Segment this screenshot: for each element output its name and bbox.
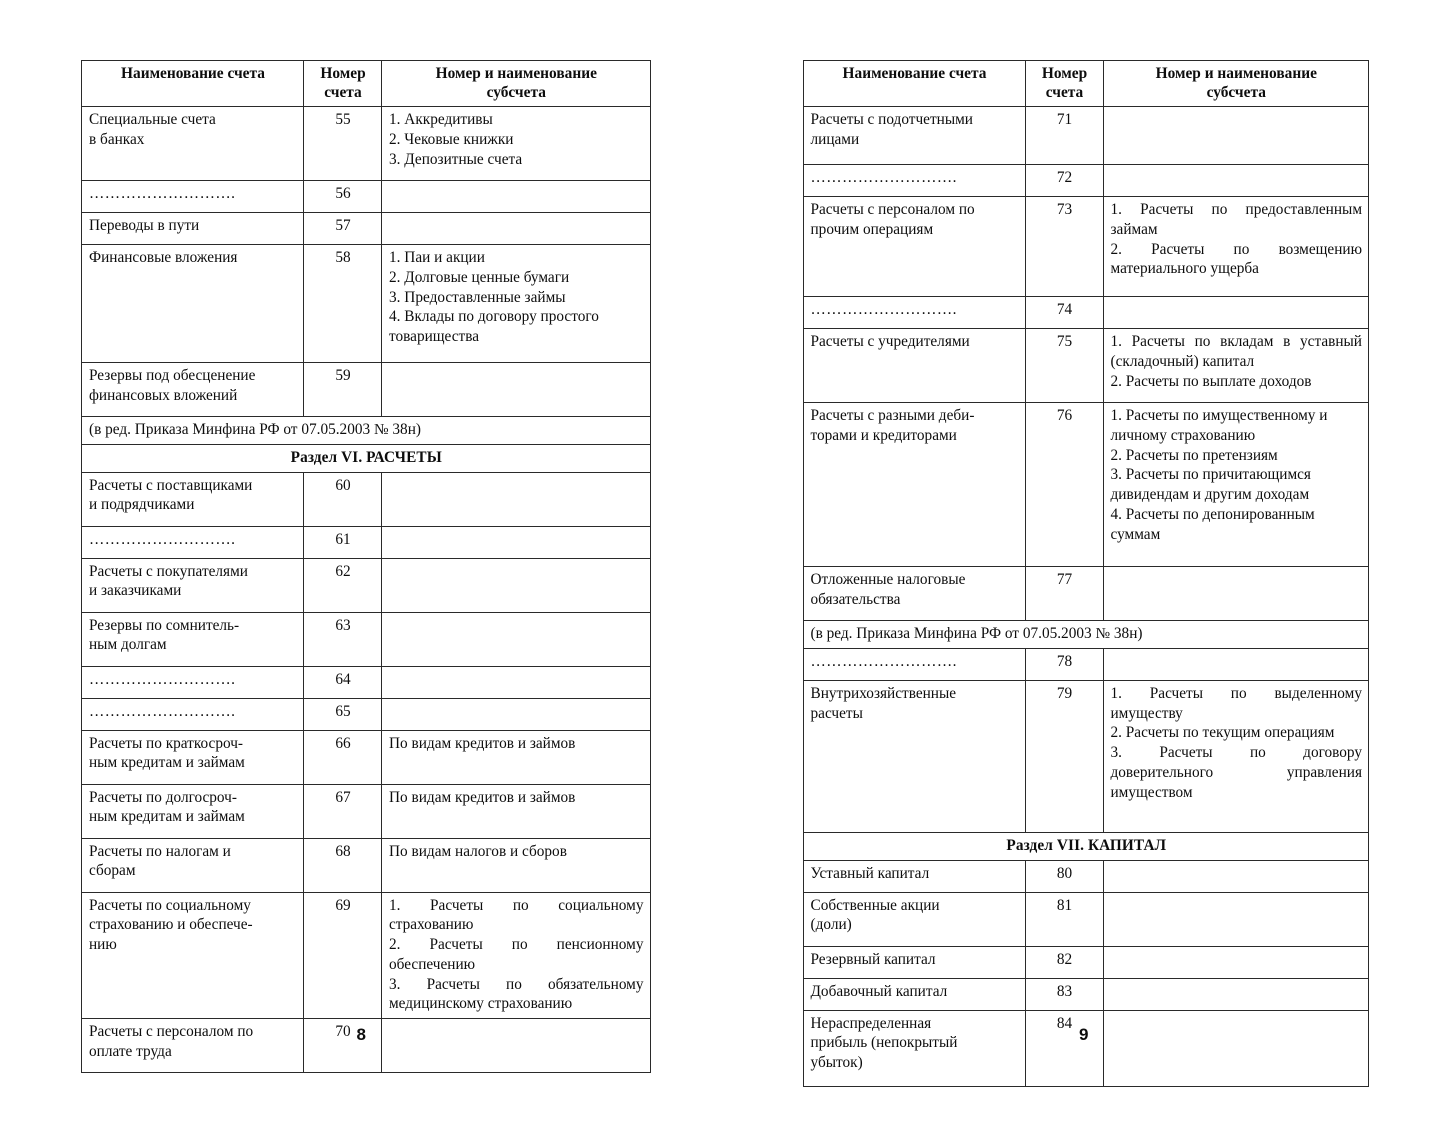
placeholder-dots: ………………………. bbox=[82, 698, 304, 730]
column-header-account-number-line1: Номер bbox=[1041, 65, 1088, 82]
account-name-line: Резервный капитал bbox=[810, 950, 936, 968]
account-name bbox=[803, 860, 1025, 892]
subaccount-item: 4. Вклады по договору простого товарищества bbox=[389, 308, 599, 346]
account-row bbox=[82, 363, 651, 417]
subaccount-item: По видам налогов и сборов bbox=[389, 842, 567, 860]
account-name-line: Резервы под обесценение bbox=[89, 367, 256, 385]
column-header-subaccount-line1: Номер и наименование bbox=[435, 65, 597, 82]
account-number: 66 bbox=[304, 730, 382, 784]
column-header-account-number-line1: Номер bbox=[320, 65, 366, 82]
account-number: 73 bbox=[1025, 197, 1103, 297]
account-name bbox=[803, 567, 1025, 621]
subaccount-list bbox=[382, 784, 651, 838]
subaccount-item: 4. Расчеты по депонированным суммам bbox=[1110, 505, 1315, 543]
subaccount-item: 2. Расчеты по пенсионному обеспечению bbox=[389, 936, 644, 973]
subaccount-item: 2. Чековые книжки bbox=[389, 130, 514, 148]
column-header-account-number bbox=[1025, 61, 1103, 107]
column-header-account-number bbox=[304, 61, 382, 107]
subaccount-list bbox=[382, 472, 651, 526]
account-number: 84 bbox=[1025, 1010, 1103, 1086]
account-number: 69 bbox=[304, 892, 382, 1018]
subaccount-item: 1. Расчеты по вкладам в уставный (складочный) капитал bbox=[1110, 333, 1362, 370]
account-name-line: Резервы по сомнитель- bbox=[89, 616, 240, 634]
account-number: 57 bbox=[304, 213, 382, 245]
subaccount-item: 3. Расчеты по обязательному медицинскому страхованию bbox=[389, 975, 644, 1013]
account-name-line: Расчеты по социальному bbox=[89, 896, 251, 914]
subaccount-item: 3. Расчеты по договору доверительного управления имуществом bbox=[1110, 744, 1362, 801]
subaccount-list bbox=[382, 612, 651, 666]
account-name-line: прибыль (непокрытый bbox=[810, 1034, 958, 1052]
table-body bbox=[82, 107, 651, 1073]
placeholder-dots: ………………………. bbox=[82, 526, 304, 558]
account-name-line: финансовых вложений bbox=[89, 386, 238, 404]
section-header: Раздел VI. РАСЧЕТЫ bbox=[82, 444, 651, 472]
account-name-line: (доли) bbox=[810, 916, 852, 934]
section-header-row bbox=[803, 832, 1369, 860]
account-row bbox=[82, 558, 651, 612]
subaccount-item: 1. Аккредитивы bbox=[389, 111, 493, 129]
subaccount-list bbox=[382, 730, 651, 784]
subaccount-list bbox=[1103, 892, 1369, 946]
subaccount-list bbox=[1103, 860, 1369, 892]
account-name-line: Расчеты с персоналом по bbox=[89, 1022, 254, 1040]
subaccount-list bbox=[1103, 567, 1369, 621]
account-number: 60 bbox=[304, 472, 382, 526]
subaccount-item: 2. Расчеты по возмещению материального ущерба bbox=[1110, 240, 1362, 278]
account-name-line: и подрядчиками bbox=[89, 496, 195, 514]
account-name-line: Расчеты по налогам и bbox=[89, 842, 231, 860]
account-row bbox=[82, 245, 651, 363]
account-name bbox=[82, 245, 304, 363]
account-name bbox=[82, 784, 304, 838]
subaccount-list bbox=[1103, 197, 1369, 297]
subaccount-list bbox=[382, 892, 651, 1018]
subaccount-item: 1. Расчеты по имущественному и личному страхованию bbox=[1110, 407, 1328, 444]
subaccount-item: 2. Расчеты по претензиям bbox=[1110, 446, 1278, 464]
amendment-note: (в ред. Приказа Минфина РФ от 07.05.2003 № 38н) bbox=[82, 417, 651, 445]
subaccount-list bbox=[1103, 107, 1369, 165]
subaccount-list bbox=[1103, 329, 1369, 403]
placeholder-dots: ………………………. bbox=[803, 297, 1025, 329]
account-name-line: Переводы в пути bbox=[89, 217, 200, 235]
column-header-account-number-line2: счета bbox=[1045, 84, 1084, 102]
subaccount-list bbox=[382, 107, 651, 181]
account-number: 79 bbox=[1025, 680, 1103, 832]
table-header bbox=[82, 61, 651, 107]
account-row bbox=[803, 1010, 1369, 1086]
subaccount-list bbox=[1103, 1010, 1369, 1086]
placeholder-row bbox=[803, 297, 1369, 329]
account-name-line: Отложенные налоговые bbox=[810, 571, 966, 589]
account-name-line: оплате труда bbox=[89, 1042, 172, 1060]
placeholder-row bbox=[82, 526, 651, 558]
subaccount-item: 2. Расчеты по текущим операциям bbox=[1110, 724, 1335, 742]
account-name-line: Расчеты с подотчетными bbox=[810, 111, 973, 129]
account-row bbox=[803, 892, 1369, 946]
account-row bbox=[803, 329, 1369, 403]
chart-of-accounts-table-right bbox=[803, 60, 1370, 1087]
account-row bbox=[82, 472, 651, 526]
account-name bbox=[803, 892, 1025, 946]
subaccount-list bbox=[1103, 297, 1369, 329]
subaccount-list bbox=[1103, 165, 1369, 197]
account-name-line: Расчеты с разными деби- bbox=[810, 407, 975, 425]
account-row bbox=[82, 892, 651, 1018]
account-name-line: лицами bbox=[810, 130, 860, 148]
column-header-subaccount-line1: Номер и наименование bbox=[1155, 65, 1317, 82]
account-name bbox=[803, 403, 1025, 567]
account-number: 77 bbox=[1025, 567, 1103, 621]
account-number: 75 bbox=[1025, 329, 1103, 403]
account-name-line: в банках bbox=[89, 130, 145, 148]
placeholder-dots: ………………………. bbox=[82, 666, 304, 698]
placeholder-row bbox=[82, 698, 651, 730]
amendment-note: (в ред. Приказа Минфина РФ от 07.05.2003 № 38н) bbox=[803, 621, 1369, 649]
account-name bbox=[82, 363, 304, 417]
subaccount-list bbox=[382, 698, 651, 730]
subaccount-item: 3. Расчеты по причитающимся дивидендам и другим доходам bbox=[1110, 466, 1311, 504]
account-number: 68 bbox=[304, 838, 382, 892]
account-row bbox=[803, 197, 1369, 297]
account-number: 58 bbox=[304, 245, 382, 363]
subaccount-item: 1. Расчеты по социальному страхованию bbox=[389, 896, 644, 934]
table-header-row bbox=[82, 61, 651, 107]
account-number: 83 bbox=[1025, 978, 1103, 1010]
column-header-subaccount bbox=[1103, 61, 1369, 107]
subaccount-list bbox=[382, 245, 651, 363]
section-header: Раздел VII. КАПИТАЛ bbox=[803, 832, 1369, 860]
account-number: 81 bbox=[1025, 892, 1103, 946]
account-name-line: обязательства bbox=[810, 590, 901, 608]
account-number: 71 bbox=[1025, 107, 1103, 165]
chart-of-accounts-table-left bbox=[81, 60, 651, 1073]
account-number: 78 bbox=[1025, 648, 1103, 680]
account-name-line: Расчеты с учредителями bbox=[810, 333, 970, 351]
account-name-line: Расчеты по долгосроч- bbox=[89, 788, 237, 806]
subaccount-list bbox=[1103, 946, 1369, 978]
column-header-subaccount bbox=[382, 61, 651, 107]
placeholder-row bbox=[803, 648, 1369, 680]
account-name-line: Собственные акции bbox=[810, 896, 940, 914]
account-name bbox=[82, 213, 304, 245]
account-name-line: ным долгам bbox=[89, 636, 167, 654]
account-row bbox=[82, 107, 651, 181]
column-header-account-number-line2: счета bbox=[324, 84, 362, 102]
account-name bbox=[82, 730, 304, 784]
account-name-line: расчеты bbox=[810, 704, 863, 722]
account-name bbox=[803, 107, 1025, 165]
subaccount-item: 2. Долговые ценные бумаги bbox=[389, 268, 570, 286]
account-row bbox=[82, 730, 651, 784]
subaccount-list bbox=[382, 213, 651, 245]
account-name-line: Расчеты с поставщиками bbox=[89, 476, 253, 494]
account-name-line: Расчеты по краткосроч- bbox=[89, 734, 244, 752]
account-row bbox=[803, 978, 1369, 1010]
account-name bbox=[803, 329, 1025, 403]
subaccount-list bbox=[1103, 978, 1369, 1010]
subaccount-item: 1. Расчеты по предоставленным займам bbox=[1110, 201, 1362, 238]
subaccount-list bbox=[382, 181, 651, 213]
account-row bbox=[803, 107, 1369, 165]
subaccount-list bbox=[382, 363, 651, 417]
subaccount-item: 3. Предоставленные займы bbox=[389, 288, 566, 306]
account-number: 61 bbox=[304, 526, 382, 558]
account-number: 72 bbox=[1025, 165, 1103, 197]
account-number: 74 bbox=[1025, 297, 1103, 329]
account-name bbox=[82, 838, 304, 892]
column-header-subaccount-line2: субсчета bbox=[486, 84, 546, 102]
account-name bbox=[803, 1010, 1025, 1086]
amendment-note-row bbox=[803, 621, 1369, 649]
account-name-line: страхованию и обеспече- bbox=[89, 916, 253, 934]
account-name-line: Расчеты с покупателями bbox=[89, 562, 248, 580]
account-row bbox=[82, 838, 651, 892]
subaccount-list bbox=[382, 838, 651, 892]
page-number-left: 8 bbox=[356, 1025, 366, 1044]
account-row bbox=[803, 860, 1369, 892]
account-number: 76 bbox=[1025, 403, 1103, 567]
column-header-subaccount-line2: субсчета bbox=[1206, 84, 1266, 102]
account-name-line: Добавочный капитал bbox=[810, 982, 948, 1000]
account-name bbox=[803, 946, 1025, 978]
column-header-account-name: Наименование счета bbox=[803, 61, 1025, 107]
account-number: 59 bbox=[304, 363, 382, 417]
account-name bbox=[803, 978, 1025, 1010]
account-name bbox=[82, 472, 304, 526]
page-number-right: 9 bbox=[1079, 1025, 1089, 1044]
account-number: 63 bbox=[304, 612, 382, 666]
account-name bbox=[82, 612, 304, 666]
account-name bbox=[803, 197, 1025, 297]
account-name-line: торами и кредиторами bbox=[810, 426, 957, 444]
account-number: 55 bbox=[304, 107, 382, 181]
subaccount-item: 2. Расчеты по выплате доходов bbox=[1110, 372, 1312, 390]
placeholder-dots: ………………………. bbox=[803, 648, 1025, 680]
account-name-line: ным кредитам и займам bbox=[89, 808, 245, 826]
subaccount-list bbox=[1103, 648, 1369, 680]
placeholder-row bbox=[82, 666, 651, 698]
account-number: 64 bbox=[304, 666, 382, 698]
account-name-line: Уставный капитал bbox=[810, 864, 930, 882]
account-row bbox=[803, 680, 1369, 832]
account-name-line: Внутрихозяйственные bbox=[810, 684, 957, 702]
subaccount-item: По видам кредитов и займов bbox=[389, 788, 576, 806]
account-row bbox=[82, 612, 651, 666]
column-header-account-name: Наименование счета bbox=[82, 61, 304, 107]
subaccount-item: 1. Расчеты по выделенному имуществу bbox=[1110, 684, 1362, 722]
placeholder-row bbox=[803, 165, 1369, 197]
placeholder-dots: ………………………. bbox=[82, 181, 304, 213]
placeholder-row bbox=[82, 181, 651, 213]
account-name-line: прочим операциям bbox=[810, 220, 934, 238]
account-number: 70 bbox=[304, 1018, 382, 1072]
account-number: 62 bbox=[304, 558, 382, 612]
account-name-line: нию bbox=[89, 936, 117, 954]
account-name bbox=[82, 558, 304, 612]
subaccount-item: По видам кредитов и займов bbox=[389, 734, 576, 752]
account-row bbox=[803, 946, 1369, 978]
page-right bbox=[723, 0, 1445, 1129]
subaccount-list bbox=[382, 666, 651, 698]
account-name bbox=[803, 680, 1025, 832]
table-body bbox=[803, 107, 1369, 1086]
account-name-line: Финансовые вложения bbox=[89, 249, 238, 267]
subaccount-item: 3. Депозитные счета bbox=[389, 150, 523, 168]
amendment-note-row bbox=[82, 417, 651, 445]
account-name-line: и заказчиками bbox=[89, 582, 182, 600]
account-name bbox=[82, 107, 304, 181]
subaccount-list bbox=[382, 526, 651, 558]
table-header bbox=[803, 61, 1369, 107]
account-name-line: Расчеты с персоналом по bbox=[810, 201, 975, 219]
account-row bbox=[803, 567, 1369, 621]
account-name-line: убыток) bbox=[810, 1054, 863, 1072]
table-header-row bbox=[803, 61, 1369, 107]
subaccount-list bbox=[1103, 680, 1369, 832]
account-name-line: сборам bbox=[89, 862, 136, 880]
account-row bbox=[803, 403, 1369, 567]
account-number: 65 bbox=[304, 698, 382, 730]
subaccount-list bbox=[382, 558, 651, 612]
account-name-line: Специальные счета bbox=[89, 111, 216, 129]
subaccount-list bbox=[1103, 403, 1369, 567]
section-header-row bbox=[82, 444, 651, 472]
account-name-line: Нераспределенная bbox=[810, 1014, 932, 1032]
subaccount-item: 1. Паи и акции bbox=[389, 249, 485, 267]
account-number: 82 bbox=[1025, 946, 1103, 978]
account-number: 67 bbox=[304, 784, 382, 838]
account-number: 80 bbox=[1025, 860, 1103, 892]
account-name-line: ным кредитам и займам bbox=[89, 754, 245, 772]
account-row bbox=[82, 784, 651, 838]
account-number: 56 bbox=[304, 181, 382, 213]
account-row bbox=[82, 213, 651, 245]
placeholder-dots: ………………………. bbox=[803, 165, 1025, 197]
account-name bbox=[82, 892, 304, 1018]
